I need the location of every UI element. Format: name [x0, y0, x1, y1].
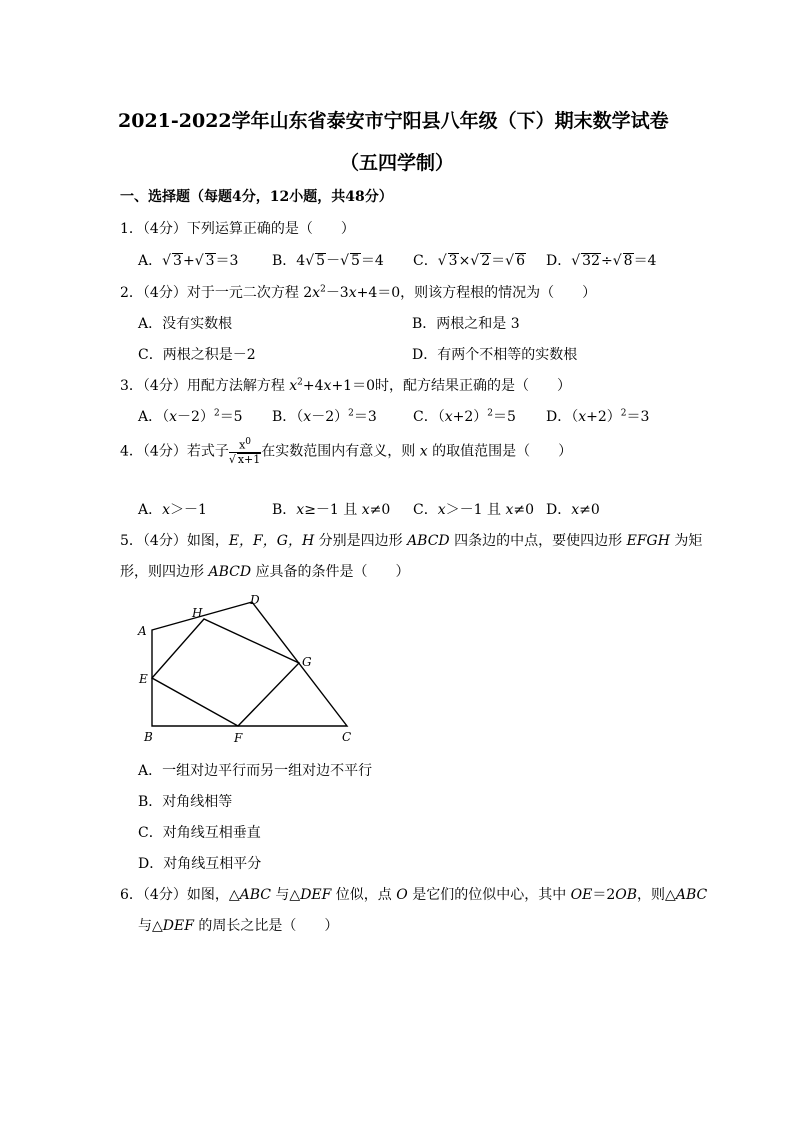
option-text: D．（ [546, 409, 579, 425]
question-6-stem-line2 [138, 915, 338, 935]
q4-option-a [138, 499, 207, 519]
stem-text: 在实数范围内有意义，则 [261, 443, 420, 460]
stem-text: 3．（4分）用配方法解方程 [120, 378, 290, 394]
stem-text: 形，则四边形 [120, 564, 209, 580]
stem-text: 是它们的位似中心，其中 [407, 887, 571, 903]
radicand: 5 [316, 253, 326, 269]
stem-text: 5．（4分）如图， [120, 533, 229, 549]
point-labels: E，F，G，H [228, 533, 315, 549]
stem-text: 与△ [138, 918, 163, 934]
q2-option-c: C．两根之积是－2 [138, 347, 256, 363]
option-label: C． [413, 502, 438, 518]
exponent: 0 [245, 437, 252, 447]
option-text: A．（ [138, 409, 170, 425]
option-text: ≠0 [513, 502, 534, 518]
label-e: E [139, 672, 148, 686]
option-text: ≥－1 且 [304, 502, 362, 518]
variable: x [289, 378, 298, 394]
label-f: F [234, 731, 243, 745]
stem-text: ＝2 [592, 887, 616, 903]
question-2-stem [120, 282, 596, 302]
stem-text: 位似，点 [331, 887, 397, 903]
option-text: ＝5 [493, 409, 516, 425]
exponent: 2 [213, 408, 220, 419]
q2-option-b: B．两根之和是 3 [412, 316, 520, 332]
question-5-stem-line1 [120, 530, 702, 550]
variable: x [505, 502, 514, 518]
option-text: ＝3 [626, 409, 650, 425]
label-a: A [138, 624, 147, 638]
point-name: O [396, 887, 408, 903]
option-text: ＝5 [219, 409, 243, 425]
stem-text: 分别是四边形 [314, 533, 408, 549]
stem-text: ，则△ [637, 887, 676, 903]
radicand: 6 [516, 253, 525, 269]
fraction-numerator [229, 437, 261, 453]
option-text: －2） [311, 409, 349, 425]
triangle-name: DEF [162, 918, 194, 934]
variable: x [312, 285, 321, 301]
question-4-stem [120, 437, 572, 466]
option-label: C． [413, 253, 438, 269]
option-text: －2） [177, 409, 214, 425]
variable: x [303, 409, 312, 425]
stem-text: 的取值范围是（ ） [427, 443, 573, 460]
radicand: 3 [448, 253, 458, 269]
operator: － [326, 253, 341, 269]
stem-text: 与△ [270, 887, 301, 903]
stem-text: 为矩 [669, 533, 703, 549]
exponent: 2 [487, 408, 493, 419]
q1-option-a: A．√ 3+√ 3＝3 [138, 253, 239, 269]
radicand: x+1 [237, 452, 261, 466]
coefficient: 4 [296, 253, 306, 269]
stem-text: +4 [302, 378, 324, 394]
option-label: A． [138, 502, 163, 518]
variable: x [361, 502, 370, 518]
result: ＝4 [360, 253, 384, 269]
option-text: C．（ [413, 409, 445, 425]
option-label: D． [546, 253, 572, 269]
option-label: D． [546, 502, 572, 518]
q5-option-b: B．对角线相等 [138, 794, 233, 810]
radicand: 8 [623, 253, 633, 269]
page-title: 2021-2022学年山东省泰安市宁阳县八年级（下）期末数学试卷 [118, 110, 669, 132]
q1-option-b: B．4√ 5－√ 5＝4 [272, 253, 384, 269]
variable: x [571, 502, 580, 518]
stem-text: +4＝0，则该方程根的情况为（ ） [356, 285, 597, 301]
result: ＝4 [633, 253, 657, 269]
q1-option-d: D．√ 32÷√ 8＝4 [546, 253, 657, 269]
question-1-stem: 1．（4分）下列运算正确的是（ ） [120, 221, 355, 237]
q5-option-d: D．对角线互相平分 [138, 856, 262, 872]
radicand: 3 [205, 253, 215, 269]
triangle-name: ABC [675, 887, 708, 903]
exponent: 2 [297, 377, 303, 388]
q3-option-c [413, 406, 516, 426]
stem-text: 应具备的条件是（ ） [251, 564, 410, 580]
option-text: ≠0 [369, 502, 391, 518]
result: ＝3 [215, 253, 239, 269]
section-heading: 一、选择题（每题4分，12小题，共48分） [120, 189, 393, 205]
q2-option-d: D．有两个不相等的实数根 [412, 347, 578, 363]
q4-option-d [546, 499, 600, 519]
numerator-base: x [239, 438, 246, 452]
variable: x [578, 409, 587, 425]
question-3-stem [120, 375, 571, 395]
q4-option-b [272, 499, 390, 519]
stem-text: 的周长之比是（ ） [193, 918, 339, 934]
triangle-name: ABC [239, 887, 271, 903]
q4-option-c [413, 499, 534, 519]
exponent: 2 [348, 408, 354, 419]
q3-option-b [272, 406, 377, 426]
segment-name: OB [615, 887, 638, 903]
operator: ÷ [600, 253, 613, 269]
variable: x [348, 285, 357, 301]
segment-name: OE [570, 887, 593, 903]
shape-name: ABCD [407, 533, 450, 549]
q3-option-a [138, 406, 243, 426]
variable: x [169, 409, 178, 425]
option-label: A． [138, 253, 163, 269]
stem-text: +1＝0时，配方结果正确的是（ ） [331, 378, 571, 394]
exponent: 2 [320, 284, 326, 295]
variable: x [419, 443, 428, 460]
option-label: B． [272, 502, 297, 518]
variable: x [437, 502, 446, 518]
option-text: ＞－1 且 [445, 502, 506, 518]
option-text: +2） [586, 409, 621, 425]
fraction-denominator: √ x+1 [228, 452, 261, 466]
radicand: 5 [350, 253, 360, 269]
q5-option-a: A．一组对边平行而另一组对边不平行 [138, 763, 373, 779]
option-text: +2） [452, 409, 488, 425]
stem-text: －3 [325, 285, 349, 301]
option-label: B． [272, 253, 297, 269]
operator: ＝ [491, 253, 506, 269]
option-text: ＞－1 [170, 502, 207, 518]
shape-name: EFGH [626, 533, 670, 549]
exponent: 2 [620, 408, 627, 419]
variable: x [444, 409, 453, 425]
variable: x [162, 502, 171, 518]
option-text: ＝3 [353, 409, 377, 425]
radicand: 32 [582, 253, 600, 269]
variable: x [323, 378, 332, 394]
option-text: B．（ [272, 409, 304, 425]
label-h: H [192, 606, 203, 620]
page-subtitle: （五四学制） [340, 152, 455, 174]
label-d: D [250, 593, 260, 607]
variable: x [296, 502, 305, 518]
quadrilateral-figure [130, 588, 360, 748]
q1-option-c: C．√ 3×√ 2＝√ 6 [413, 253, 525, 269]
operator: × [458, 253, 471, 269]
operator: + [182, 253, 195, 269]
question-5-stem-line2 [120, 561, 410, 581]
shape-name: ABCD [208, 564, 252, 580]
quadrilateral-abcd [152, 602, 347, 726]
stem-text: 2．（4分）对于一元二次方程 2 [120, 285, 313, 301]
stem-text: 6．（4分）如图，△ [120, 887, 240, 903]
radicand: 3 [173, 253, 182, 269]
option-text: ≠0 [579, 502, 600, 518]
stem-text: 四条边的中点，要使四边形 [449, 533, 627, 549]
label-c: C [342, 730, 352, 744]
q5-option-c: C．对角线互相垂直 [138, 825, 261, 841]
triangle-name: DEF [300, 887, 332, 903]
q2-option-a: A．没有实数根 [138, 316, 233, 332]
radicand: 2 [481, 253, 491, 269]
q3-option-d [546, 406, 649, 426]
label-g: G [302, 655, 312, 669]
label-b: B [144, 730, 153, 744]
fraction [229, 437, 261, 466]
question-6-stem-line1 [120, 884, 707, 904]
stem-text: 4．（4分）若式子 [120, 443, 229, 460]
